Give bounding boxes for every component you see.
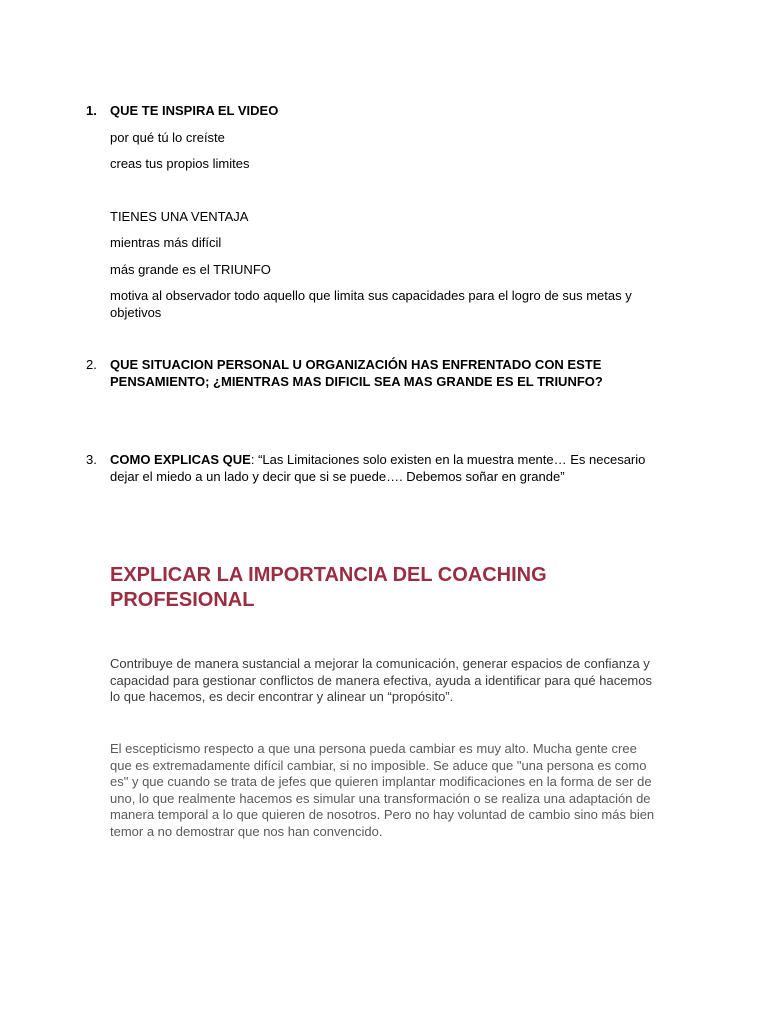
paragraph-2: El escepticismo respecto a que una persona pueda cambiar es muy alto. Mucha gente cree que es extremadamente difícil cambiar, si no imposible. Se aduce que "una persona es como es" y que cuando se trata de jefes que quieren implantar modificaciones en la forma de ser de uno, lo que realmente hacemos es simular una transformación o se realiza una adaptación de manera temporal a lo que quieren de nosotros. Pero no hay voluntad de cambio sino más bien temor a no demostrar que nos han convencido. — [110, 741, 655, 839]
question-2-title: QUE SITUACION PERSONAL U ORGANIZACIÓN HAS ENFRENTADO CON ESTE PENSAMIENTO; ¿MIENTRAS MAS DIFICIL SEA MAS GRANDE ES EL TRIUNFO? — [110, 357, 603, 389]
list-number-1: 1. — [86, 103, 97, 118]
question-3 — [110, 451, 650, 485]
answer-line-4: mientras más difícil — [110, 235, 222, 250]
question-3-text: : “Las Limitaciones solo existen en la muestra mente… Es necesario dejar el miedo a un lado y decir que si se puede…. Debemos soñar en grande” — [110, 452, 646, 484]
answer-line-2: creas tus propios limites — [110, 156, 250, 171]
answer-line-1: por qué tú lo creíste — [110, 130, 225, 145]
list-number-2: 2. — [86, 357, 97, 372]
list-number-3: 3. — [86, 452, 97, 467]
paragraph-1: Contribuye de manera sustancial a mejorar la comunicación, generar espacios de confianza y capacidad para gestionar conflictos de manera efectiva, ayuda a identificar para qué hacemos lo que hacemos, es decir encontrar y alinear un “propósito”. — [110, 656, 652, 704]
question-3-label: COMO EXPLICAS QUE — [110, 452, 251, 467]
answer-line-5: más grande es el TRIUNFO — [110, 262, 271, 277]
question-1-title: QUE TE INSPIRA EL VIDEO — [110, 103, 279, 118]
answer-line-3: TIENES UNA VENTAJA — [110, 209, 249, 224]
section-heading: EXPLICAR LA IMPORTANCIA DEL COACHING PROFESIONAL — [110, 564, 547, 611]
answer-line-6: motiva al observador todo aquello que limita sus capacidades para el logro de sus metas y objetivos — [110, 288, 632, 320]
